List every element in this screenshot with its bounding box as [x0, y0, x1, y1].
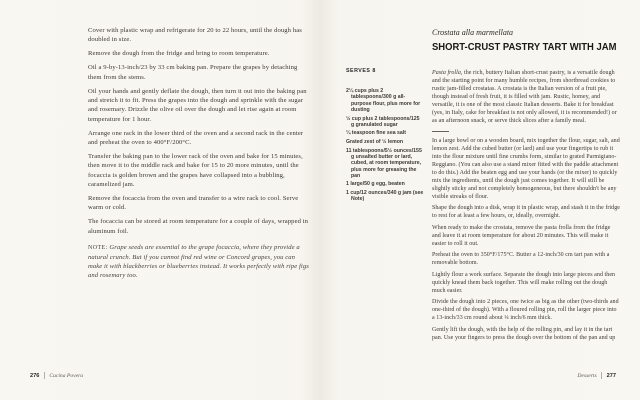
left-page-text-column — [88, 26, 311, 285]
ingredient-item: 1 large/50 g egg, beaten — [346, 181, 405, 188]
ingredient-item: 11 tablespoons/5½ ounces/155 g unsalted butter or lard, cubed, at room temperature, plus more for greasing the pan — [346, 147, 422, 179]
recipe-title: SHORT-CRUST PASTRY TART WITH JAM — [432, 41, 617, 53]
recipe-step-paragraph: Gently lift the dough, with the help of the rolling pin, and lay it in the tart pan. Use your fingers to press the dough over the bottom of the pan and up — [432, 326, 616, 341]
recipe-step-paragraph: Lightly flour a work surface. Separate the dough into large pieces and then quickly knead them back together. This will make rolling out the dough much easier. — [432, 271, 616, 294]
right-page-text-column — [432, 70, 620, 346]
page-number: 277 — [606, 372, 616, 379]
page-number: 276 — [30, 372, 40, 379]
section-title: Desserts — [577, 372, 597, 379]
ingredient-item: 2¼ cups plus 2 tablespoons/300 g all-purpose flour, plus more for dusting — [346, 88, 421, 114]
recipe-step-paragraph: Divide the dough into 2 pieces, one twice as big as the other (two-thirds and one-third of the dough). With a floured rolling pin, roll the larger piece into a 13-inch/33 cm round about ¼ inch/6 mm thick. — [432, 299, 619, 322]
ingredient-item: ½ cup plus 2 tablespoons/125 g granulated sugar — [346, 115, 420, 128]
recipe-step-paragraph: Oil your hands and gently deflate the dough, then turn it out into the baking pan and stretch it to fit. Press the grapes into the dough and sprinkle with the sugar and rosemary. Drizzle the olive oil over the dough and let rise again at room temperature for 1 hour. — [88, 87, 307, 123]
section-divider — [432, 131, 449, 132]
note-text: Grape seeds are essential to the grape focaccia, where they provide a natural crunch. But if you cannot find red wine or Concord grapes, you can make it with blackberries or blueberries instead. It works perfectly with ripe figs and rosemary too. — [88, 243, 309, 280]
recipe-step-paragraph: When ready to make the crostata, remove the pasta frolla from the fridge and leave it at room temperature for about 20 minutes. This will make it easier to roll it out. — [432, 224, 611, 247]
ingredient-item: Grated zest of ½ lemon — [346, 138, 404, 145]
recipe-intro-paragraph — [432, 70, 620, 126]
left-page-footer — [30, 372, 83, 379]
intro-lead-italic: Pasta frolla — [432, 70, 461, 76]
recipe-step-paragraph: Arrange one rack in the lower third of the oven and a second rack in the center and preheat the oven to 400°F/200°C. — [88, 129, 304, 146]
recipe-step-paragraph: Transfer the baking pan to the lower rack of the oven and bake for 15 minutes, then move it to the middle rack and bake for 15 to 20 more minutes, until the focaccia is golden brown and the grapes have collapsed into a bubbling, caramelized jam. — [88, 152, 303, 188]
right-page-footer — [577, 372, 616, 379]
ingredient-item: 1 cup/12 ounces/340 g jam (see Note) — [346, 189, 424, 203]
intro-rest: , the rich, buttery Italian short-crust pastry, is a versatile dough and the starting point for many humble recipes, from shortbread cookies to rustic jam-filled crostatas. A crostata is the Italian version of a fruit pie, though instead of fresh fruit, it is filled with jam. Rustic, homey, and versatile, it is one of the most classic Italian desserts. Bake it for breakfast (yes, in Italy, cake for breakfast is not only allowed, it is recommended!) or as an afternoon snack, or serve thick slices after a family meal. — [432, 70, 617, 124]
serves-label: SERVES 8 — [346, 68, 376, 74]
recipe-step-paragraph: Shape the dough into a disk, wrap it in plastic wrap, and stash it in the fridge to rest for at least a few hours, or, ideally, overnight. — [432, 205, 620, 220]
footer-separator — [44, 372, 45, 379]
recipe-step-paragraph: The focaccia can be stored at room temperature for a couple of days, wrapped in aluminum foil. — [88, 218, 309, 235]
recipe-header — [432, 28, 632, 53]
recipe-note — [88, 243, 311, 281]
ingredient-item: ¼ teaspoon fine sea salt — [346, 130, 406, 137]
recipe-step-paragraph: Remove the focaccia from the oven and transfer to a wire rack to cool. Serve warm or cold. — [88, 194, 299, 212]
recipe-title-italian: Crostata alla marmellata — [432, 28, 514, 37]
ingredients-sidebar — [346, 68, 424, 205]
book-title: Cucina Povera — [49, 372, 84, 379]
recipe-step-paragraph: Oil a 9-by-13-inch/23 by 33 cm baking pan. Prepare the grapes by detaching them from the stems. — [88, 64, 298, 81]
note-label: NOTE: — [88, 244, 108, 251]
recipe-step-paragraph: In a large bowl or on a wooden board, mix together the flour, sugar, salt, and lemon zest. Add the cubed butter (or lard) and use your fingertips to rub it into the flour mixture until fine crumbs form, similar to grated Parmigiano-Reggiano. (You can also use a stand mixer fitted with the paddle attachment to do this.) Add the beaten egg and use your hands (or the mixer) to quickly mix the ingredients, until the dough just comes together. It will still be slightly sticky and not completely homogeneous, but there shouldn't be any visible streaks of flour. — [432, 137, 620, 200]
recipe-step-paragraph: Remove the dough from the fridge and bring to room temperature. — [88, 50, 270, 58]
footer-separator — [601, 372, 602, 379]
recipe-step-paragraph: Cover with plastic wrap and refrigerate for 20 to 22 hours, until the dough has doubled in size. — [88, 27, 302, 44]
recipe-step-paragraph: Preheat the oven to 350°F/175°C. Butter a 12-inch/30 cm tart pan with a removable bottom. — [432, 252, 610, 267]
